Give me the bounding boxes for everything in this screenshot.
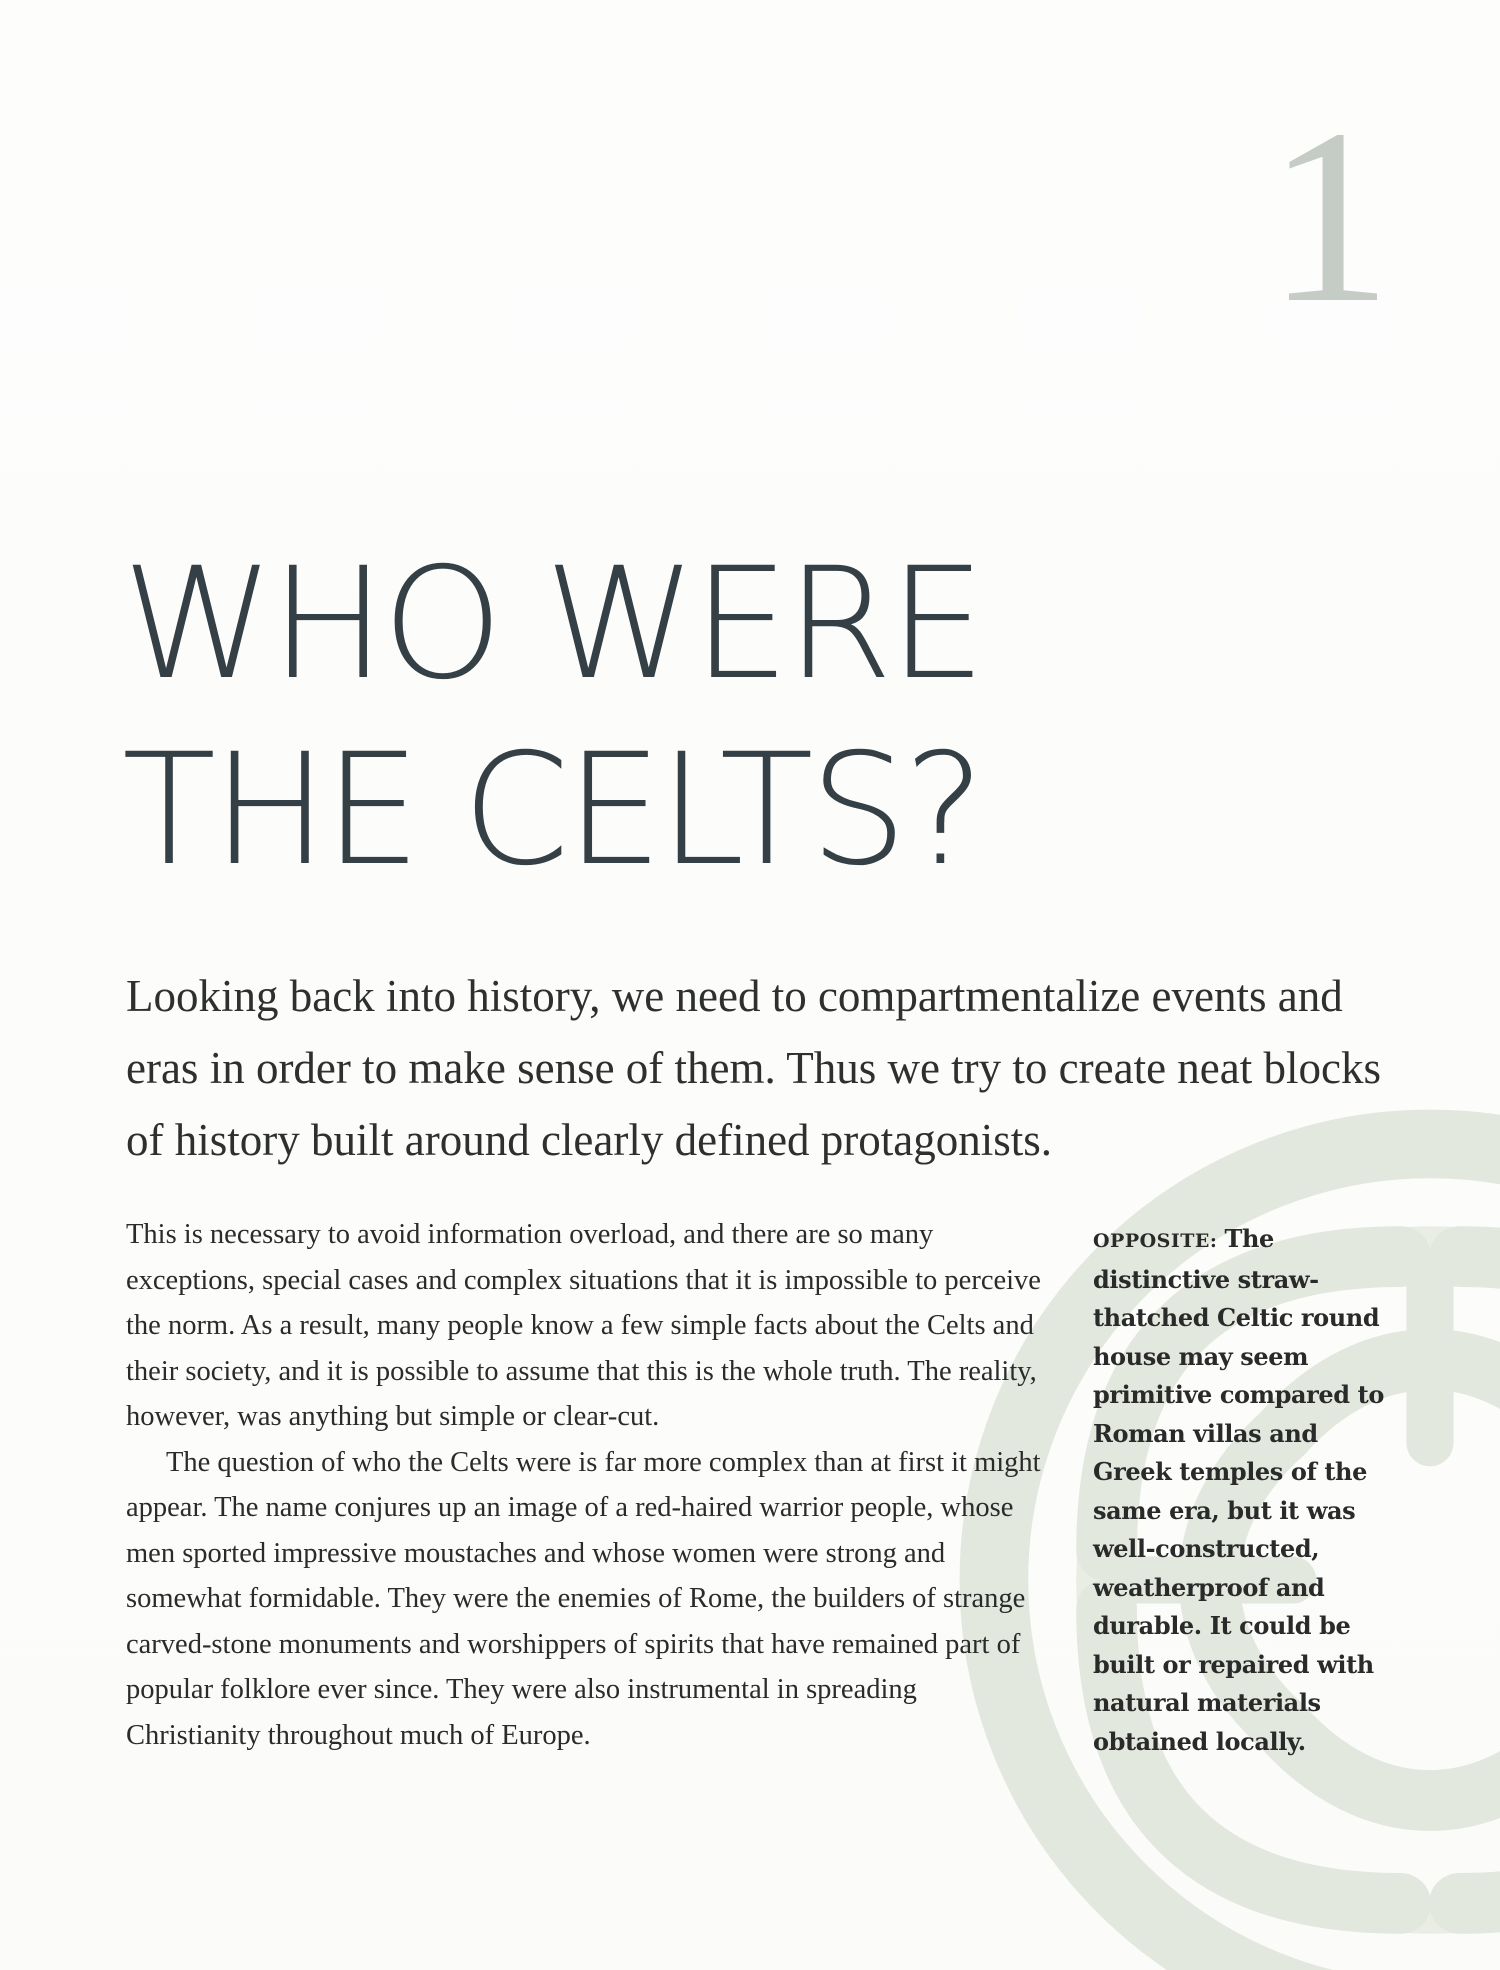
caption-text: The distinctive straw-thatched Celtic round house may seem primitive compared to Roman villas and Greek temples of the same era, but it was well-constructed, weatherproof and durable. It could be built or repaired with natural materials obtained locally. xyxy=(1093,1224,1384,1756)
chapter-title-line-1: WHO WERE xyxy=(122,535,983,714)
caption-label: OPPOSITE: xyxy=(1093,1230,1225,1252)
chapter-title xyxy=(122,532,982,904)
photo-caption xyxy=(1093,1220,1398,1761)
body-paragraph-2: The question of who the Celts were is far more complex than at first it might appear. The name conjures up an image of a red-haired warrior people, whose men sported impressive moustaches and whose women were strong and somewhat formidable. They were the enemies of Rome, the builders of strange carved-stone monuments and worshippers of spirits that have remained part of popular folklore ever since. They were also instrumental in spreading Christianity throughout much of Europe. xyxy=(126,1446,1041,1751)
body-text xyxy=(126,1212,1056,1758)
chapter-number: 1 xyxy=(1267,78,1392,355)
body-paragraph-1: This is necessary to avoid information overload, and there are so many exceptions, special cases and complex situations that it is impossible to perceive the norm. As a result, many people know a few simple facts about the Celts and their society, and it is possible to assume that this is the whole truth. The reality, however, was anything but simple or clear-cut. xyxy=(126,1219,1041,1432)
intro-paragraph: Looking back into history, we need to compartmentalize events and eras in order to make sense of them. Thus we try to create neat blocks of history built around clearly defined protagonists. xyxy=(126,971,1381,1165)
chapter-title-line-2: THE CELTS? xyxy=(122,721,982,900)
